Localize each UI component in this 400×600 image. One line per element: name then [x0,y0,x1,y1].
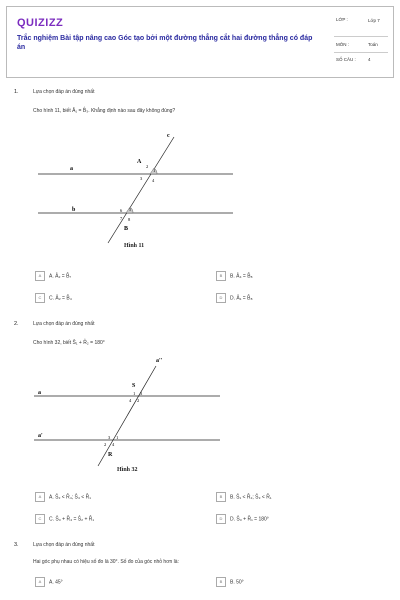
option-d-box[interactable]: D [216,514,226,524]
question-1-instruction: Lựa chọn đáp án đúng nhất [33,89,95,95]
angle-label: 1 [116,435,119,440]
option-a-text: A. Ŝ₂ < R̂₄; Ŝ₄ < R̂₁ [49,494,91,501]
angle-label: 3 [140,176,143,181]
question-3-prompt: Hai góc phụ nhau có hiệu số đo là 30°. Số đo của góc nhỏ hơn là: [33,559,179,565]
angle-label: 1 [153,168,156,173]
label-a: a [38,390,41,396]
angle-label: 4 [129,398,132,403]
point-r-label: R [108,452,113,458]
divider [334,52,388,53]
quizizz-logo: QUIZIZZ [17,17,64,29]
option-d-text: D. Ŝ₃ + R̂₁ = 180° [230,516,269,523]
subject-value: Toán [368,42,378,47]
option-a-text: A. Â₂ = B̂₇ [49,273,72,280]
worksheet-title: Trắc nghiệm Bài tập nâng cao Góc tạo bởi một đường thẳng cắt hai đường thẳng có đáp án [17,35,313,51]
label-a-prime: a' [38,433,43,439]
subject-label: MÔN : [336,42,349,47]
angle-label: 3 [140,391,143,396]
figure-32 [0,352,400,467]
option-b-box[interactable]: B [216,492,226,502]
line-c [108,137,174,243]
figure-11 [0,125,400,245]
option-a-box[interactable]: A [35,271,45,281]
label-a-double-prime: a'' [156,358,163,364]
grade-label: LỚP : [336,17,348,22]
point-b-label: B [124,226,129,232]
question-3-instruction: Lựa chọn đáp án đúng nhất [33,542,95,548]
option-c-box[interactable]: C [35,514,45,524]
option-b[interactable] [216,492,272,502]
point-s-label: S [132,383,136,389]
angle-label: 6 [120,208,123,213]
option-d[interactable] [216,514,269,524]
angle-label: 8 [128,217,131,222]
angle-label: 2 [146,164,149,169]
grade-value: Lớp 7 [368,18,380,23]
option-c-text: C. Â₂ = B̂₄ [49,295,72,302]
question-count-value: 4 [368,57,371,62]
option-b-box[interactable]: B [216,271,226,281]
question-3-number: 3. [14,542,19,548]
angle-label: 4 [152,178,155,183]
option-b-text: B. Ŝ₁ < R̂₂; Ŝ₃ < R̂₁ [230,494,272,501]
option-c-box[interactable]: C [35,293,45,303]
angle-label: 3 [108,435,111,440]
option-b[interactable] [216,577,244,587]
option-d-box[interactable]: D [216,293,226,303]
point-a-label: A [137,159,142,165]
angle-label: 7 [120,216,123,221]
option-a-box[interactable]: A [35,577,45,587]
option-b-text: B. 50° [230,579,244,586]
option-a-box[interactable]: A [35,492,45,502]
label-a: a [70,166,73,172]
question-2-number: 2. [14,321,19,327]
option-d[interactable] [216,293,253,303]
option-a[interactable] [35,577,63,587]
figure-11-caption: Hình 11 [124,243,145,249]
option-c-text: C. Ŝ₃ + R̂₄ = Ŝ₂ + R̂₁ [49,516,95,523]
option-b[interactable] [216,271,253,281]
option-c[interactable] [35,293,72,303]
angle-label: 2 [137,398,140,403]
option-b-box[interactable]: B [216,577,226,587]
question-1-prompt: Cho hình 11, biết Â₁ = B̂₃. Khẳng định nào sau đây không đúng? [33,108,176,114]
question-1-number: 1. [14,89,19,95]
angle-label: 2 [104,442,107,447]
label-c: c [167,133,170,139]
angle-label: 4 [112,442,115,447]
divider [334,36,388,37]
option-c[interactable] [35,514,94,524]
option-d-text: D. Â₁ = B̂₈ [230,295,253,302]
option-a[interactable] [35,271,71,281]
angle-label: 1 [133,391,136,396]
angle-label: 5 [129,207,132,212]
figure-32-caption: Hình 32 [117,467,138,473]
option-a[interactable] [35,492,91,502]
question-2-instruction: Lựa chọn đáp án đúng nhất [33,321,95,327]
question-count-label: SỐ CÂU : [336,57,356,62]
option-a-text: A. 45° [49,579,63,586]
question-2-prompt: Cho hình 32, biết Ŝ₁ + R̂₂ = 180° [33,340,105,346]
line-a-double-prime [98,366,156,466]
label-b: b [72,207,76,213]
option-b-text: B. Â₄ = B̂₈ [230,273,253,280]
